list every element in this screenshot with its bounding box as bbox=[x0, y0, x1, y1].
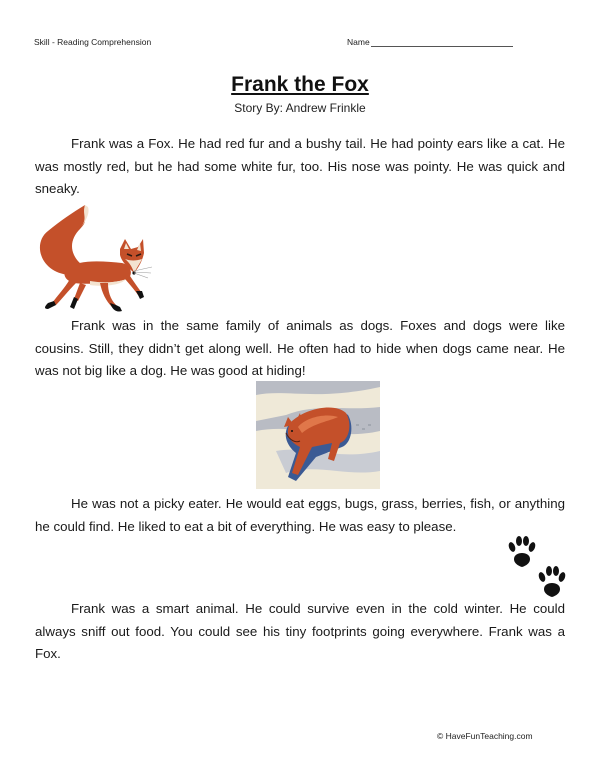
page-title: Frank the Fox bbox=[231, 73, 369, 96]
story-byline: Story By: Andrew Frinkle bbox=[234, 101, 366, 115]
paragraph-1: Frank was a Fox. He had red fur and a bushy tail. He had pointy ears like a cat. He was mostly red, but he had some white fur, too. His nose was pointy. He was quick and sneaky. bbox=[35, 136, 565, 196]
skill-label: Skill - Reading Comprehension bbox=[34, 37, 152, 47]
name-label: Name bbox=[347, 37, 370, 47]
fox-walking-illustration bbox=[30, 203, 152, 313]
name-blank-line[interactable] bbox=[371, 37, 513, 47]
copyright-footer: © HaveFunTeaching.com bbox=[437, 731, 533, 741]
name-field[interactable] bbox=[347, 37, 513, 47]
fox-in-snow-illustration bbox=[256, 381, 380, 489]
paragraph-3: He was not a picky eater. He would eat eggs, bugs, grass, berries, fish, or anything he could find. He liked to eat a bit of everything. He was easy to please. bbox=[35, 496, 565, 534]
paw-prints-icon bbox=[502, 533, 568, 597]
paragraph-4: Frank was a smart animal. He could survive even in the cold winter. He could always sniff out food. You could see his tiny footprints going everywhere. Frank was a Fox. bbox=[35, 601, 565, 661]
paragraph-2: Frank was in the same family of animals as dogs. Foxes and dogs were like cousins. Still, they didn’t get along well. He often had to hide when dogs came near. He was not big like a dog. He was good at hiding! bbox=[35, 318, 565, 378]
